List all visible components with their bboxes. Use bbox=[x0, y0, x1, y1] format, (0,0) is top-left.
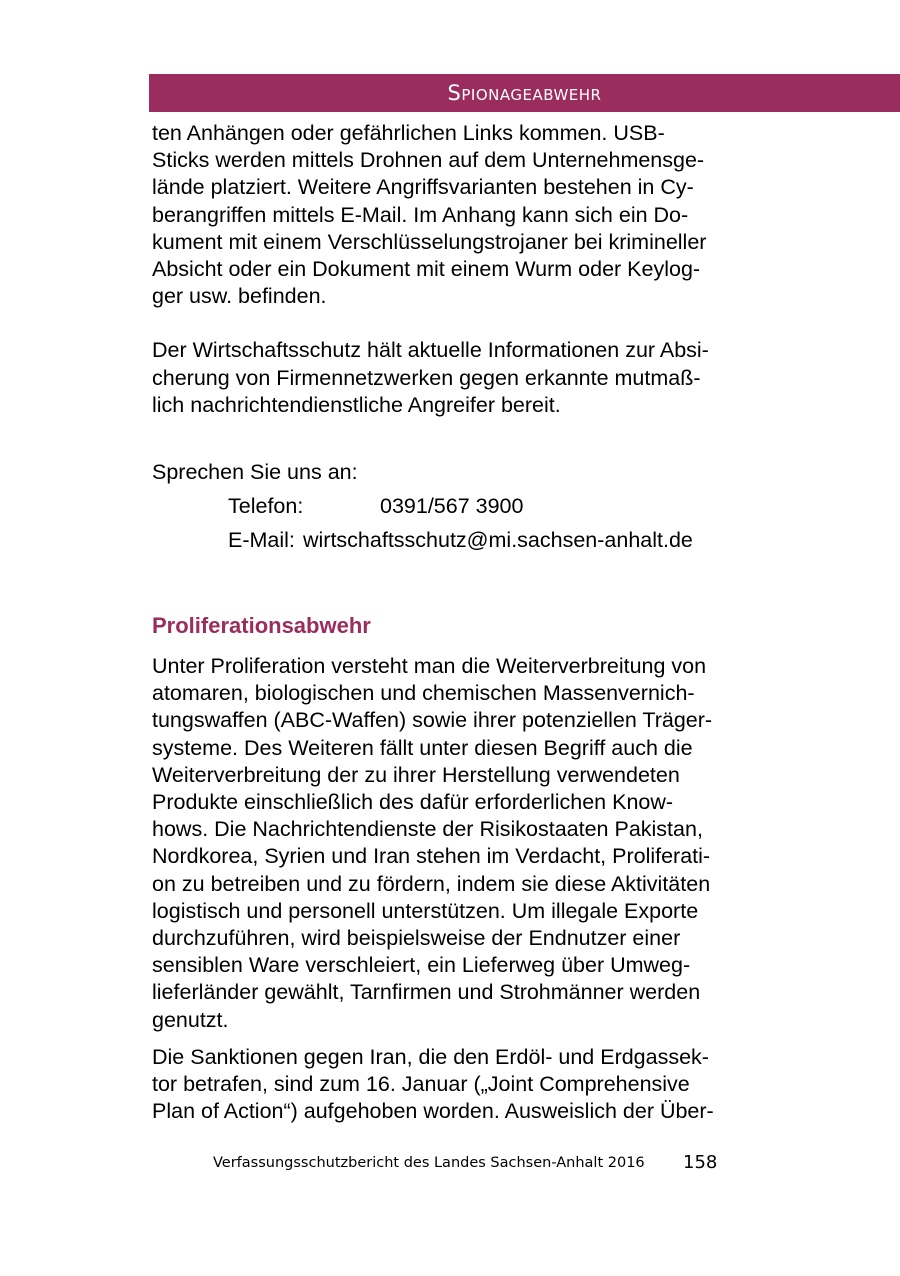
text-line: lich nachrichtendienstliche Angreifer bereit. bbox=[152, 392, 561, 417]
text-line: tor betrafen, sind zum 16. Januar („Joint Comprehensive bbox=[152, 1072, 690, 1097]
text-line: hows. Die Nachrichtendienste der Risikostaaten Pakistan, bbox=[152, 817, 703, 842]
text-line: Weiterverbreitung der zu ihrer Herstellung verwendeten bbox=[152, 762, 680, 787]
text-line: sensiblen Ware verschleiert, ein Lieferweg über Umweg- bbox=[152, 953, 691, 978]
section-header-title: Spionageabwehr bbox=[447, 81, 602, 105]
paragraph bbox=[152, 337, 772, 419]
paragraph bbox=[152, 653, 772, 1034]
paragraph bbox=[152, 1044, 772, 1126]
text-line: cherung von Firmennetzwerken gegen erkannte mutmaß- bbox=[152, 365, 701, 390]
text-line: atomaren, biologischen und chemischen Massenvernich- bbox=[152, 681, 695, 706]
text-line: Sticks werden mittels Drohnen auf dem Unternehmensge- bbox=[152, 148, 705, 173]
email-value: wirtschaftsschutz@mi.sachsen-anhalt.de bbox=[303, 528, 693, 552]
paragraph bbox=[152, 120, 772, 310]
text-line: ten Anhängen oder gefährlichen Links kommen. USB- bbox=[152, 121, 665, 145]
text-line: Plan of Action“) aufgehoben worden. Ausweislich der Über- bbox=[152, 1099, 714, 1124]
text-line: Die Sanktionen gegen Iran, die den Erdöl- und Erdgassek- bbox=[152, 1044, 709, 1069]
text-line: ger usw. befinden. bbox=[152, 284, 327, 309]
text-line: Absicht oder ein Dokument mit einem Wurm oder Keylog- bbox=[152, 257, 701, 282]
text-line: genutzt. bbox=[152, 1007, 229, 1032]
contact-intro: Sprechen Sie uns an: bbox=[152, 460, 358, 484]
text-line: Unter Proliferation versteht man die Weiterverbreitung von bbox=[152, 654, 707, 678]
page-number: 158 bbox=[683, 1152, 718, 1173]
text-line: lieferländer gewählt, Tarnfirmen und Strohmänner werden bbox=[152, 980, 701, 1005]
email-label: E-Mail: bbox=[228, 528, 295, 552]
section-heading: Proliferationsabwehr bbox=[152, 613, 371, 638]
text-line: kument mit einem Verschlüsselungstrojaner bei krimineller bbox=[152, 229, 707, 254]
text-line: systeme. Des Weiteren fällt unter diesen Begriff auch die bbox=[152, 735, 693, 760]
text-line: logistisch und personell unterstützen. Um illegale Exporte bbox=[152, 898, 699, 923]
text-line: Produkte einschließlich des dafür erforderlichen Know- bbox=[152, 790, 674, 815]
section-header-bar bbox=[149, 74, 900, 112]
contact-phone-row bbox=[228, 492, 524, 520]
text-line: on zu betreiben und zu fördern, indem sie diese Aktivitäten bbox=[152, 871, 711, 896]
phone-value: 0391/567 3900 bbox=[380, 494, 524, 518]
text-line: Der Wirtschaftsschutz hält aktuelle Informationen zur Absi- bbox=[152, 338, 709, 363]
text-line: tungswaffen (ABC-Waffen) sowie ihrer potenziellen Träger- bbox=[152, 708, 713, 733]
contact-email-row bbox=[228, 526, 693, 554]
text-line: Nordkorea, Syrien und Iran stehen im Verdacht, Proliferati- bbox=[152, 844, 711, 869]
section-body bbox=[152, 653, 772, 1125]
text-line: durchzuführen, wird beispielsweise der Endnutzer einer bbox=[152, 926, 681, 951]
intro-text bbox=[152, 120, 772, 419]
footer-text: Verfassungsschutzbericht des Landes Sachsen-Anhalt 2016 bbox=[213, 1155, 645, 1171]
phone-label: Telefon: bbox=[228, 494, 304, 518]
text-line: berangriffen mittels E-Mail. Im Anhang kann sich ein Do- bbox=[152, 202, 689, 227]
text-line: lände platziert. Weitere Angriffsvarianten bestehen in Cy- bbox=[152, 175, 694, 200]
